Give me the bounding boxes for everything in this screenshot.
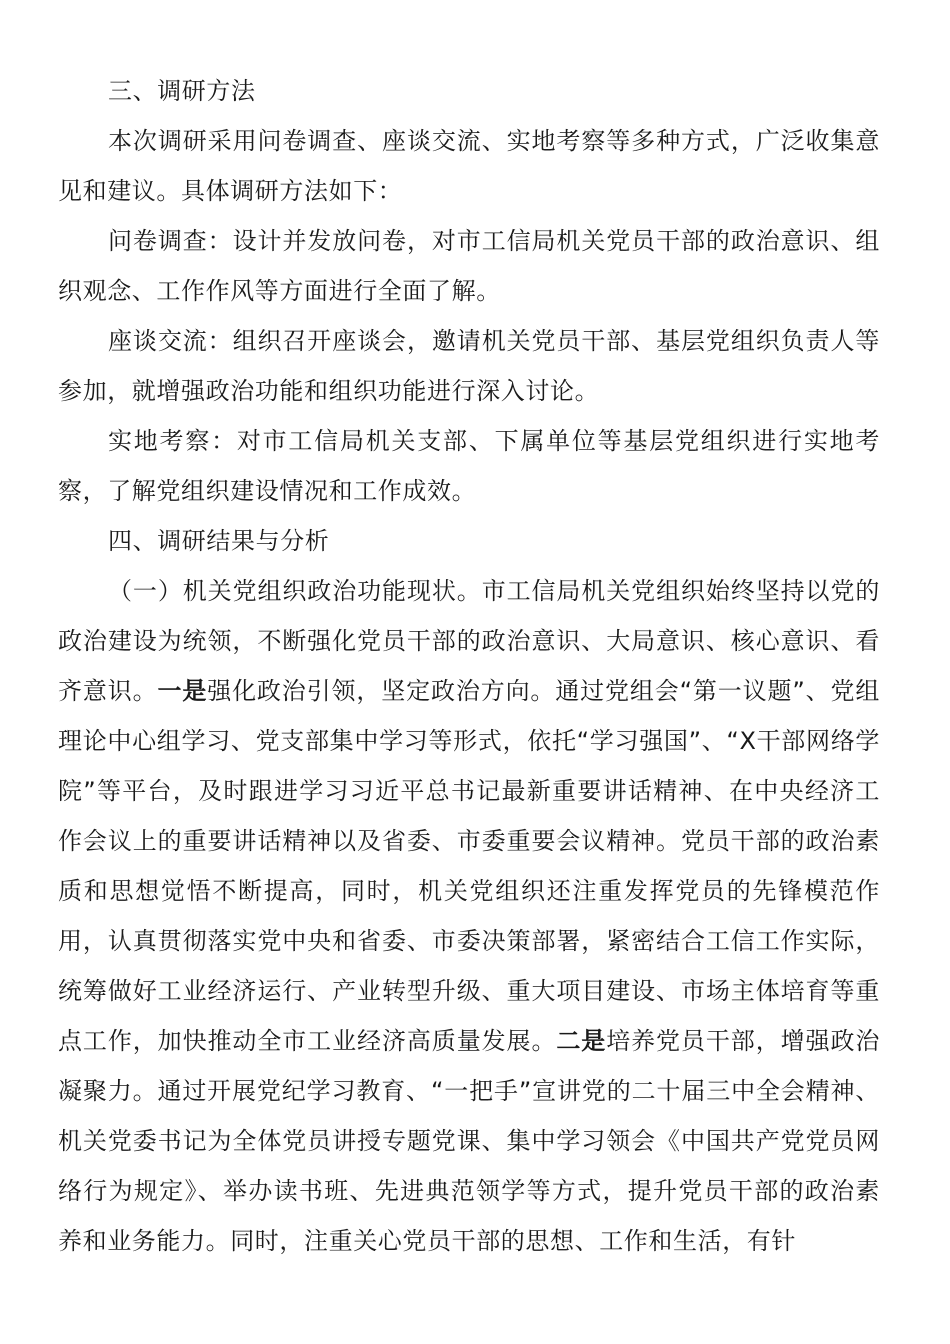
- results-political-function-paragraph: [58, 566, 880, 1266]
- methods-intro-paragraph: 本次调研采用问卷调查、座谈交流、实地考察等多种方式，广泛收集意见和建议。具体调研方法如下：: [58, 127, 880, 205]
- section-heading-methods: 三、调研方法: [108, 77, 256, 105]
- document-body: [58, 66, 880, 1266]
- paragraph-text-first: 强化政治引领，坚定政治方向。通过党组会“第一议题”、党组理论中心组学习、党支部集中学习等形式，依托“学习强国”、“X干部网络学院”等平台，及时跟进学习习近平总书记最新重要讲话精神、在中央经济工作会议上的重要讲话精神以及省委、市委重要会议精神。党员干部的政治素质和思想觉悟不断提高，同时，机关党组织还注重发挥党员的先锋模范作用，认真贯彻落实党中央和省委、市委决策部署，紧密结合工信工作实际，统筹做好工业经济运行、产业转型升级、重大项目建设、市场主体培育等重点工作，加快推动全市工业经济高质量发展。: [58, 677, 881, 1055]
- paragraph-lead-text: （一）机关党组织政治功能现状。市工信局机关党组织始终坚持以党的政治建设为统领，不断强化党员干部的政治意识、大局意识、核心意识、看齐意识。: [58, 577, 880, 705]
- section-heading-results: 四、调研结果与分析: [108, 527, 330, 555]
- emphasis-marker-second: 二是: [556, 1027, 607, 1055]
- emphasis-marker-first: 一是: [157, 677, 208, 705]
- paragraph-text-second: 培养党员干部，增强政治凝聚力。通过开展党纪学习教育、“一把手”宣讲党的二十届三中全会精神、机关党委书记为全体党员讲授专题党课、集中学习领会《中国共产党党员网络行为规定》、举办读书班、先进典范领学等方式，提升党员干部的政治素养和业务能力。同时，注重关心党员干部的思想、工作和生活，有针: [58, 1027, 881, 1255]
- method-discussion-paragraph: 座谈交流：组织召开座谈会，邀请机关党员干部、基层党组织负责人等参加，就增强政治功能和组织功能进行深入讨论。: [58, 327, 880, 405]
- method-field-visit-paragraph: 实地考察：对市工信局机关支部、下属单位等基层党组织进行实地考察，了解党组织建设情况和工作成效。: [58, 427, 880, 505]
- method-questionnaire-paragraph: 问卷调查：设计并发放问卷，对市工信局机关党员干部的政治意识、组织观念、工作作风等方面进行全面了解。: [58, 227, 880, 305]
